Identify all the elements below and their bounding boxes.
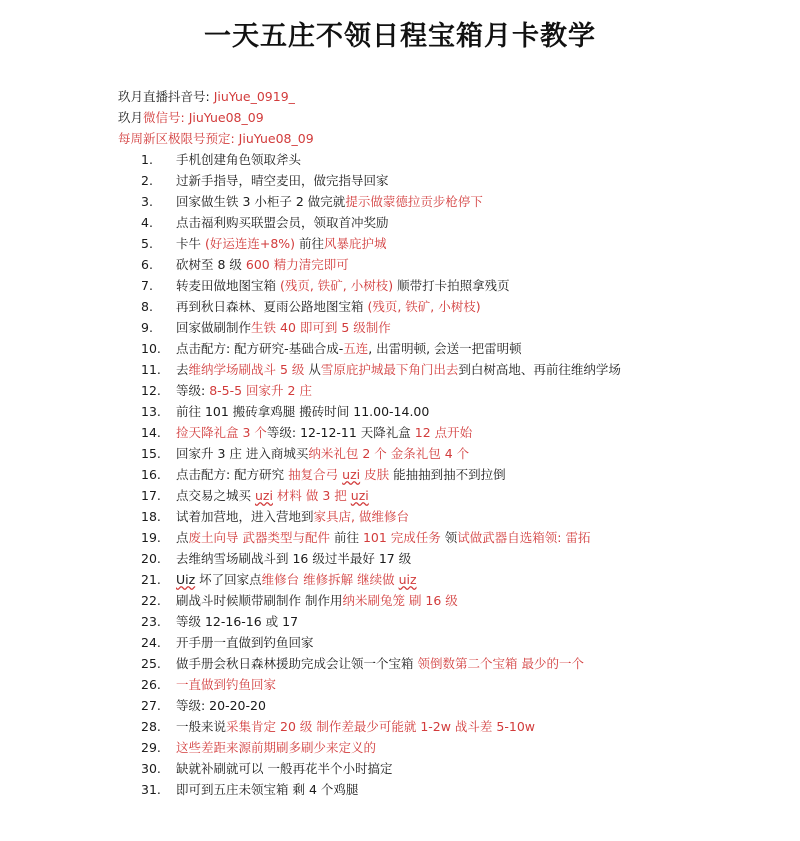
step-number: 16. xyxy=(141,467,161,482)
step-number: 13. xyxy=(141,404,161,419)
highlight-text: 维修台 维修拆解 继续做 xyxy=(261,572,399,587)
step-number: 18. xyxy=(141,509,161,524)
page-title: 一天五庄不领日程宝箱月卡教学 xyxy=(204,21,596,52)
step-text xyxy=(176,611,298,632)
step-number: 28. xyxy=(141,719,161,734)
list-item xyxy=(141,464,621,485)
text-segment: 领 xyxy=(440,530,458,545)
text-segment: 点击配方: 配方研究 xyxy=(176,467,289,482)
step-text xyxy=(176,590,458,611)
step-text xyxy=(176,191,483,212)
highlight-text: 维纳学场刷战斗 5 级 xyxy=(188,362,305,377)
text-segment: 卡牛 xyxy=(176,236,205,251)
list-item xyxy=(141,716,621,737)
highlight-text: (残页, 铁矿, 小树枝) xyxy=(367,299,481,314)
step-text xyxy=(176,359,621,380)
step-number: 12. xyxy=(141,383,161,398)
highlight-text: 抽复合弓 xyxy=(288,467,343,482)
step-text xyxy=(176,716,535,737)
list-item xyxy=(141,380,621,401)
list-item xyxy=(141,695,621,716)
highlight-text: 纳米刷兔笼 刷 16 级 xyxy=(342,593,458,608)
header-line xyxy=(118,107,314,128)
text-segment: 即可到五庄未领宝箱 剩 4 个鸡腿 xyxy=(176,782,359,797)
step-number: 24. xyxy=(141,635,161,650)
list-item xyxy=(141,170,621,191)
highlight-text: 风暴庇护城 xyxy=(324,236,387,251)
text-segment: 前往 xyxy=(330,530,363,545)
header-line xyxy=(118,128,314,149)
step-number: 7. xyxy=(141,278,153,293)
list-item xyxy=(141,359,621,380)
step-text xyxy=(176,779,358,800)
text-segment: 玖月直播抖音号: xyxy=(118,89,214,104)
step-text xyxy=(176,674,276,695)
step-number: 11. xyxy=(141,362,161,377)
step-text xyxy=(176,254,349,275)
step-text xyxy=(176,485,369,506)
highlight-text: 材料 做 3 把 xyxy=(272,488,351,503)
highlight-text: 领倒数第二个宝箱 最少的一个 xyxy=(417,656,584,671)
step-text xyxy=(176,443,469,464)
highlight-text: 101 完成任务 xyxy=(362,530,441,545)
step-text xyxy=(176,506,409,527)
highlight-text: 五连 xyxy=(343,341,369,356)
text-segment: 去 xyxy=(176,362,189,377)
text-segment: 转麦田做地图宝箱 xyxy=(176,278,280,293)
list-item xyxy=(141,422,621,443)
highlight-text: 微信号: JiuYue08_09 xyxy=(143,110,264,125)
step-number: 21. xyxy=(141,572,161,587)
text-segment: 玖月 xyxy=(118,110,144,125)
text-segment: 等级: 12-12-11 天降礼盒 xyxy=(266,425,415,440)
text-segment: 点 xyxy=(176,530,189,545)
text-segment: 回家做生铁 3 小柜子 2 做完就 xyxy=(176,194,346,209)
highlight-text: 一直做到钓鱼回家 xyxy=(176,677,277,692)
step-number: 29. xyxy=(141,740,161,755)
highlight-text: 皮肤 xyxy=(360,467,390,482)
highlight-text: uzi xyxy=(342,467,361,482)
text-segment: 坏了回家点 xyxy=(195,572,262,587)
list-item xyxy=(141,674,621,695)
step-text xyxy=(176,380,312,401)
text-segment: 顺带打卡拍照拿残页 xyxy=(393,278,510,293)
step-number: 15. xyxy=(141,446,161,461)
list-item xyxy=(141,737,621,758)
highlight-text: (残页, 铁矿, 小树枝) xyxy=(279,278,394,293)
step-text xyxy=(176,653,584,674)
highlight-text: uzi xyxy=(254,488,273,503)
highlight-text: (好运连连+8%) xyxy=(204,236,296,251)
step-number: 20. xyxy=(141,551,161,566)
text-segment: 等级: 20-20-20 xyxy=(176,698,266,713)
list-item xyxy=(141,338,621,359)
list-item xyxy=(141,233,621,254)
text-segment: 缺就补刷就可以 一般再花半个小时搞定 xyxy=(176,761,393,776)
step-text xyxy=(176,464,506,485)
highlight-text: JiuYue_0919_ xyxy=(213,89,295,104)
step-number: 30. xyxy=(141,761,161,776)
step-number: 6. xyxy=(141,257,153,272)
step-number: 3. xyxy=(141,194,153,209)
text-segment: 手机创建角色领取斧头 xyxy=(176,152,302,167)
highlight-text: 捡天降礼盒 3 个 xyxy=(176,425,267,440)
highlight-text: 600 精力清完即可 xyxy=(245,257,349,272)
highlight-text: 每周新区极限号预定: JiuYue08_09 xyxy=(118,131,314,146)
text-segment: Uiz xyxy=(176,572,196,587)
step-text xyxy=(176,695,266,716)
list-item xyxy=(141,548,621,569)
step-number: 8. xyxy=(141,299,153,314)
step-text xyxy=(176,401,429,422)
step-number: 25. xyxy=(141,656,161,671)
text-segment: 去维纳雪场刷战斗到 16 级过半最好 17 级 xyxy=(176,551,412,566)
text-segment: 试着加营地，进入营地到 xyxy=(176,509,314,524)
list-item xyxy=(141,611,621,632)
text-segment: 从 xyxy=(304,362,321,377)
step-number: 9. xyxy=(141,320,153,335)
list-item xyxy=(141,296,621,317)
list-item xyxy=(141,317,621,338)
highlight-text: 废土向导 武器类型与配件 xyxy=(188,530,330,545)
highlight-text: 纳米礼包 2 个 金条礼包 4 个 xyxy=(308,446,470,461)
highlight-text: 生铁 40 即可到 5 级制作 xyxy=(251,320,391,335)
list-item xyxy=(141,653,621,674)
text-segment: 点击福利购买联盟会员，领取首冲奖励 xyxy=(176,215,389,230)
text-segment: 前往 xyxy=(295,236,325,251)
highlight-text: uzi xyxy=(350,488,369,503)
step-text xyxy=(176,569,417,590)
step-text xyxy=(176,758,392,779)
step-number: 5. xyxy=(141,236,153,251)
step-text xyxy=(176,149,301,170)
step-text xyxy=(176,296,481,317)
list-item xyxy=(141,632,621,653)
text-segment: 到白树高地、再前往维纳学场 xyxy=(458,362,621,377)
list-item xyxy=(141,779,621,800)
step-text xyxy=(176,338,522,359)
step-text xyxy=(176,527,590,548)
step-text xyxy=(176,632,314,653)
highlight-text: 8-5-5 回家升 2 庄 xyxy=(209,383,312,398)
highlight-text: 12 点开始 xyxy=(414,425,473,440)
text-segment: 做手册会秋日森林援助完成会让领一个宝箱 xyxy=(176,656,418,671)
list-item xyxy=(141,590,621,611)
list-item xyxy=(141,569,621,590)
text-segment: 回家升 3 庄 进入商城买 xyxy=(176,446,309,461)
text-segment: , 出雷明顿, 会送一把雷明顿 xyxy=(368,341,522,356)
step-text xyxy=(176,422,472,443)
step-number: 1. xyxy=(141,152,153,167)
step-number: 26. xyxy=(141,677,161,692)
text-segment: 砍树至 8 级 xyxy=(176,257,246,272)
highlight-text: 雪原庇护城最下角门出去 xyxy=(320,362,459,377)
step-text xyxy=(176,170,389,191)
step-number: 19. xyxy=(141,530,161,545)
text-segment: 等级: xyxy=(176,383,210,398)
text-segment: 点交易之城买 xyxy=(176,488,255,503)
step-text xyxy=(176,737,376,758)
highlight-text: 这些差距来源前期刷多刷少来定义的 xyxy=(176,740,377,755)
step-number: 2. xyxy=(141,173,153,188)
step-number: 23. xyxy=(141,614,161,629)
highlight-text: 试做武器自选箱领: 雷拓 xyxy=(457,530,591,545)
text-segment: 开手册一直做到钓鱼回家 xyxy=(176,635,314,650)
text-segment: 前往 101 搬砖拿鸡腿 搬砖时间 11.00-14.00 xyxy=(176,404,430,419)
step-text xyxy=(176,275,510,296)
highlight-text: 提示做蒙德拉贡步枪停下 xyxy=(345,194,483,209)
highlight-text: uiz xyxy=(398,572,417,587)
contact-header xyxy=(118,86,314,149)
step-number: 31. xyxy=(141,782,161,797)
step-text xyxy=(176,233,387,254)
list-item xyxy=(141,149,621,170)
list-item xyxy=(141,506,621,527)
step-number: 14. xyxy=(141,425,161,440)
list-item xyxy=(141,191,621,212)
step-number: 27. xyxy=(141,698,161,713)
text-segment: 再到秋日森林、夏雨公路地图宝箱 xyxy=(176,299,368,314)
highlight-text: 采集肯定 20 级 制作差最少可能就 1-2w 战斗差 5-10w xyxy=(226,719,535,734)
text-segment: 过新手指导，晴空麦田，做完指导回家 xyxy=(176,173,389,188)
text-segment: 回家做刷制作 xyxy=(176,320,252,335)
step-number: 22. xyxy=(141,593,161,608)
list-item xyxy=(141,401,621,422)
text-segment: 刷战斗时候顺带刷制作 制作用 xyxy=(176,593,343,608)
list-item xyxy=(141,485,621,506)
list-item xyxy=(141,758,621,779)
list-item xyxy=(141,443,621,464)
text-segment: 一般来说 xyxy=(176,719,227,734)
header-line xyxy=(118,86,314,107)
text-segment: 能抽抽到抽不到拉倒 xyxy=(389,467,506,482)
step-text xyxy=(176,212,389,233)
highlight-text: 家具店, 做维修台 xyxy=(313,509,409,524)
step-text xyxy=(176,317,391,338)
step-list xyxy=(141,149,621,800)
step-text xyxy=(176,548,411,569)
step-number: 10. xyxy=(141,341,161,356)
text-segment: 等级 12-16-16 或 17 xyxy=(176,614,299,629)
list-item xyxy=(141,254,621,275)
list-item xyxy=(141,212,621,233)
list-item xyxy=(141,275,621,296)
text-segment: 点击配方: 配方研究-基础合成- xyxy=(176,341,344,356)
step-number: 4. xyxy=(141,215,153,230)
step-number: 17. xyxy=(141,488,161,503)
list-item xyxy=(141,527,621,548)
